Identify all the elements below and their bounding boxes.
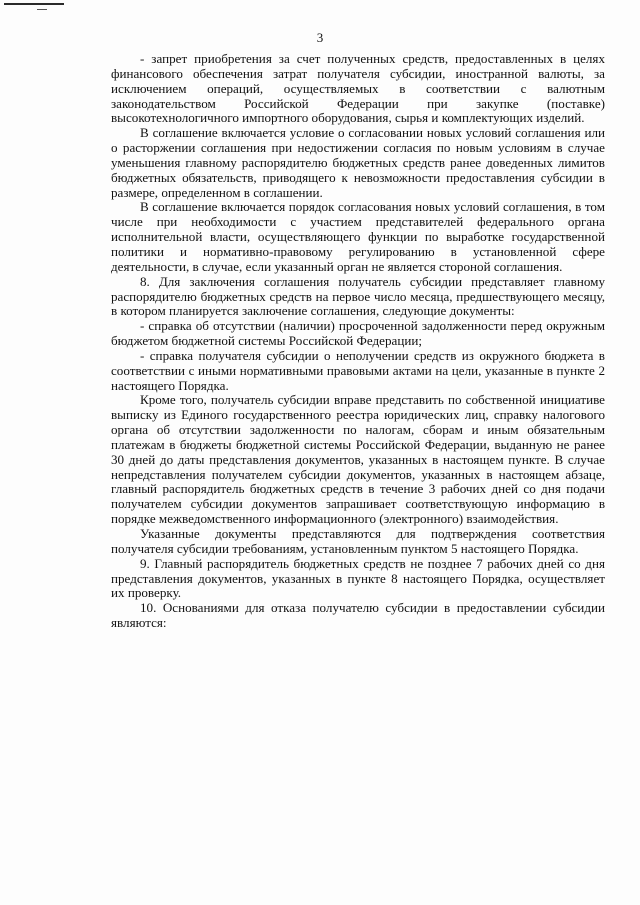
paragraph-optional-documents: Кроме того, получатель субсидии вправе представить по собственной инициативе выписку из Единого государственного реестра юридических лиц, справку налогового органа об отсутствии задолженности по налогам, сборам и иным обязательным платежам в бюджеты бюджетной системы Российской Федерации, выданную не ранее 30 дней до даты представления документов, указанных в настоящем пункте. В случае непредставления получателем субсидии документов, указанных в настоящем абзаце, главный распорядитель бюджетных средств в течение 3 рабочих дней со дня подачи получателем субсидии документов запрашивает соответствующую информацию в порядке межведомственного информационного (электронного) взаимодействия. <box>111 392 605 527</box>
scan-edge-mark <box>4 3 64 5</box>
paragraph-agreement-approval-procedure: В соглашение включается порядок согласования новых условий соглашения, в том числе при необходимости с участием представителей федерального органа исполнительной власти, осуществляющего функции по выработке государственной политики и нормативно-правовому регулированию в установленной сфере деятельности, в случае, если указанный орган не является стороной соглашения. <box>111 199 605 274</box>
paragraph-non-receipt-certificate: - справка получателя субсидии о неполучении средств из окружного бюджета в соответствии с иными нормативными правовыми актами на цели, указанные в пункте 2 настоящего Порядка. <box>111 347 605 393</box>
paragraph-item-10: 10. Основаниями для отказа получателю субсидии в предоставлении субсидии являются: <box>111 600 605 631</box>
paragraph-item-8: 8. Для заключения соглашения получатель субсидии представляет главному распорядителю бюджетных средств на первое число месяца, предшествующего месяцу, в котором планируется заключение соглашения, следующие документы: <box>111 273 605 319</box>
paragraph-item-9: 9. Главный распорядитель бюджетных средств не позднее 7 рабочих дней со дня представления документов, указанных в пункте 8 настоящего Порядка, осуществляет их проверку. <box>111 555 605 601</box>
paragraph-agreement-new-conditions: В соглашение включается условие о согласовании новых условий соглашения или о расторжении соглашения при недостижении согласия по новым условиям в случае уменьшения главному распорядителю бюджетных средств ранее доведенных лимитов бюджетных обязательств, приводящего к невозможности предоставления субсидии в размере, определенном в соглашении. <box>111 125 605 200</box>
paragraph-currency-ban: - запрет приобретения за счет полученных средств, предоставленных в целях финансового обеспечения затрат получателя субсидии, иностранной валюты, за исключением операций, осуществляемых в соответствии с валютным законодательством Российской Федерации при закупке (поставке) высокотехнологичного импортного оборудования, сырья и комплектующих изделий. <box>111 51 605 126</box>
paragraph-documents-purpose: Указанные документы представляются для подтверждения соответствия получателя субсидии требованиям, установленным пунктом 5 настоящего Порядка. <box>111 526 605 556</box>
scan-dash-mark <box>37 9 47 10</box>
paragraph-debt-certificate: - справка об отсутствии (наличии) просроченной задолженности перед окружным бюджетом бюджетной системы Российской Федерации; <box>111 318 605 349</box>
page-number: 3 <box>316 30 324 45</box>
document-body <box>111 52 605 631</box>
